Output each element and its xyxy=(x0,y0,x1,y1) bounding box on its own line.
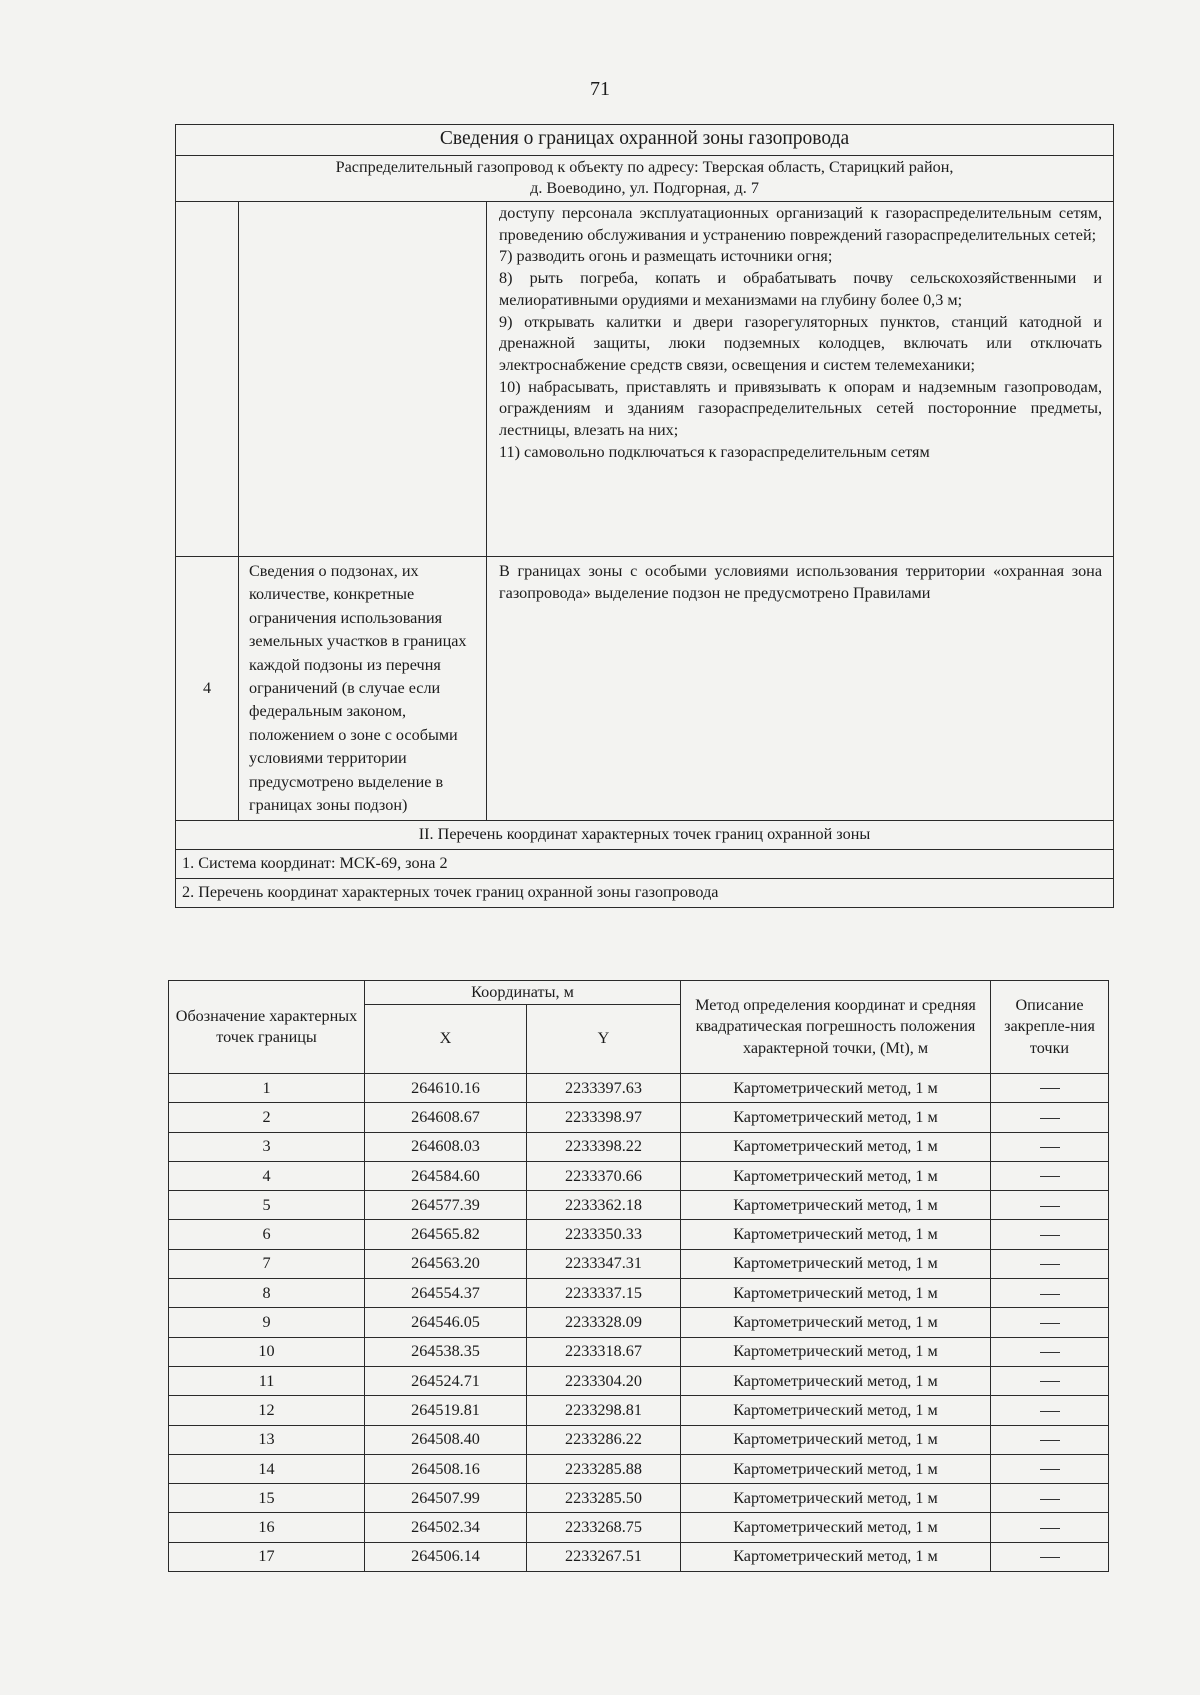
row-number: 4 xyxy=(176,557,239,821)
method-cell: Картометрический метод, 1 м xyxy=(681,1161,991,1190)
empty-number-cell xyxy=(176,202,239,557)
empty-name-cell xyxy=(239,202,487,557)
object-address-line-1: Распределительный газопровод к объекту по адресу: Тверская область, Старицкий район, xyxy=(335,158,954,176)
point-number-cell: 5 xyxy=(169,1191,365,1220)
description-cell xyxy=(991,1513,1109,1542)
point-number-cell: 7 xyxy=(169,1249,365,1278)
method-cell: Картометрический метод, 1 м xyxy=(681,1513,991,1542)
point-number-cell: 15 xyxy=(169,1484,365,1513)
y-coordinate-cell: 2233304.20 xyxy=(527,1366,681,1395)
description-cell xyxy=(991,1191,1109,1220)
x-coordinate-cell: 264608.67 xyxy=(365,1103,527,1132)
description-cell xyxy=(991,1337,1109,1366)
method-cell: Картометрический метод, 1 м xyxy=(681,1279,991,1308)
dash-mark xyxy=(1040,1557,1060,1558)
table-row xyxy=(169,1074,1109,1103)
x-coordinate-cell: 264565.82 xyxy=(365,1220,527,1249)
coordinates-table xyxy=(168,980,1109,1572)
table-row xyxy=(169,1220,1109,1249)
y-coordinate-cell: 2233337.15 xyxy=(527,1279,681,1308)
dash-mark xyxy=(1040,1147,1060,1148)
x-coordinate-cell: 264538.35 xyxy=(365,1337,527,1366)
dash-mark xyxy=(1040,1440,1060,1441)
y-coordinate-cell: 2233285.88 xyxy=(527,1454,681,1483)
method-cell: Картометрический метод, 1 м xyxy=(681,1132,991,1161)
x-coordinate-cell: 264502.34 xyxy=(365,1513,527,1542)
description-cell xyxy=(991,1425,1109,1454)
description-cell xyxy=(991,1308,1109,1337)
table-title: Сведения о границах охранной зоны газопровода xyxy=(176,125,1114,156)
dash-mark xyxy=(1040,1381,1060,1382)
method-cell: Картометрический метод, 1 м xyxy=(681,1220,991,1249)
point-number-cell: 16 xyxy=(169,1513,365,1542)
point-number-cell: 8 xyxy=(169,1279,365,1308)
dash-mark xyxy=(1040,1118,1060,1119)
row-name: Сведения о подзонах, их количестве, конкретные ограничения использования земельных участков в границах каждой подзоны из перечня ограничений (в случае если федеральным законом, положением о зоне с особыми условиями территории предусмотрено выделение в границах зоны подзон) xyxy=(239,557,487,821)
point-number-cell: 17 xyxy=(169,1542,365,1571)
method-cell: Картометрический метод, 1 м xyxy=(681,1191,991,1220)
method-cell: Картометрический метод, 1 м xyxy=(681,1103,991,1132)
method-cell: Картометрический метод, 1 м xyxy=(681,1396,991,1425)
y-coordinate-cell: 2233268.75 xyxy=(527,1513,681,1542)
zone-info-table xyxy=(175,124,1114,908)
y-coordinate-cell: 2233397.63 xyxy=(527,1074,681,1103)
coordinate-system: 1. Система координат: МСК-69, зона 2 xyxy=(176,850,1114,879)
point-number-cell: 9 xyxy=(169,1308,365,1337)
header-x: X xyxy=(365,1005,527,1074)
table-row xyxy=(169,1425,1109,1454)
method-cell: Картометрический метод, 1 м xyxy=(681,1484,991,1513)
y-coordinate-cell: 2233318.67 xyxy=(527,1337,681,1366)
restriction-item: 11) самовольно подключаться к газораспределительным сетям xyxy=(499,442,930,461)
x-coordinate-cell: 264554.37 xyxy=(365,1279,527,1308)
point-number-cell: 12 xyxy=(169,1396,365,1425)
description-cell xyxy=(991,1074,1109,1103)
table-row xyxy=(169,1279,1109,1308)
header-designation: Обозначение характерных точек границы xyxy=(169,981,365,1074)
table-row xyxy=(169,1132,1109,1161)
method-cell: Картометрический метод, 1 м xyxy=(681,1425,991,1454)
point-number-cell: 10 xyxy=(169,1337,365,1366)
description-cell xyxy=(991,1220,1109,1249)
table-row xyxy=(169,1513,1109,1542)
x-coordinate-cell: 264508.16 xyxy=(365,1454,527,1483)
object-address xyxy=(176,156,1114,202)
dash-mark xyxy=(1040,1323,1060,1324)
x-coordinate-cell: 264608.03 xyxy=(365,1132,527,1161)
description-cell xyxy=(991,1161,1109,1190)
table-row xyxy=(169,1103,1109,1132)
dash-mark xyxy=(1040,1088,1060,1089)
x-coordinate-cell: 264506.14 xyxy=(365,1542,527,1571)
dash-mark xyxy=(1040,1294,1060,1295)
dash-mark xyxy=(1040,1235,1060,1236)
object-address-line-2: д. Воеводино, ул. Подгорная, д. 7 xyxy=(530,179,759,197)
restriction-item: доступу персонала эксплуатационных организаций к газораспределительным сетям, проведению обслуживания и устранению повреждений газораспределительных сетей; xyxy=(499,204,1103,244)
method-cell: Картометрический метод, 1 м xyxy=(681,1366,991,1395)
y-coordinate-cell: 2233328.09 xyxy=(527,1308,681,1337)
method-cell: Картометрический метод, 1 м xyxy=(681,1074,991,1103)
method-cell: Картометрический метод, 1 м xyxy=(681,1337,991,1366)
point-number-cell: 14 xyxy=(169,1454,365,1483)
y-coordinate-cell: 2233350.33 xyxy=(527,1220,681,1249)
point-number-cell: 3 xyxy=(169,1132,365,1161)
restriction-item: 8) рыть погреба, копать и обрабатывать почву сельскохозяйственными и мелиоративными орудиями и механизмами на глубину более 0,3 м; xyxy=(499,269,1103,309)
y-coordinate-cell: 2233347.31 xyxy=(527,1249,681,1278)
description-cell xyxy=(991,1103,1109,1132)
header-y: Y xyxy=(527,1005,681,1074)
x-coordinate-cell: 264546.05 xyxy=(365,1308,527,1337)
x-coordinate-cell: 264524.71 xyxy=(365,1366,527,1395)
header-coordinates: Координаты, м xyxy=(365,981,681,1005)
x-coordinate-cell: 264610.16 xyxy=(365,1074,527,1103)
method-cell: Картометрический метод, 1 м xyxy=(681,1542,991,1571)
y-coordinate-cell: 2233298.81 xyxy=(527,1396,681,1425)
restriction-item: 7) разводить огонь и размещать источники огня; xyxy=(499,247,833,266)
dash-mark xyxy=(1040,1352,1060,1353)
points-list-title: 2. Перечень координат характерных точек границ охранной зоны газопровода xyxy=(176,879,1114,908)
description-cell xyxy=(991,1542,1109,1571)
description-cell xyxy=(991,1484,1109,1513)
table-row xyxy=(169,1191,1109,1220)
y-coordinate-cell: 2233286.22 xyxy=(527,1425,681,1454)
table-row xyxy=(169,1484,1109,1513)
dash-mark xyxy=(1040,1528,1060,1529)
description-cell xyxy=(991,1132,1109,1161)
x-coordinate-cell: 264563.20 xyxy=(365,1249,527,1278)
table-row xyxy=(169,1366,1109,1395)
method-cell: Картометрический метод, 1 м xyxy=(681,1249,991,1278)
description-cell xyxy=(991,1366,1109,1395)
y-coordinate-cell: 2233398.22 xyxy=(527,1132,681,1161)
dash-mark xyxy=(1040,1499,1060,1500)
point-number-cell: 4 xyxy=(169,1161,365,1190)
method-cell: Картометрический метод, 1 м xyxy=(681,1308,991,1337)
x-coordinate-cell: 264577.39 xyxy=(365,1191,527,1220)
point-number-cell: 13 xyxy=(169,1425,365,1454)
point-number-cell: 11 xyxy=(169,1366,365,1395)
restrictions-continued xyxy=(487,202,1114,557)
description-cell xyxy=(991,1396,1109,1425)
x-coordinate-cell: 264584.60 xyxy=(365,1161,527,1190)
table-row xyxy=(169,1542,1109,1571)
dash-mark xyxy=(1040,1264,1060,1265)
point-number-cell: 2 xyxy=(169,1103,365,1132)
y-coordinate-cell: 2233370.66 xyxy=(527,1161,681,1190)
table-row xyxy=(169,1337,1109,1366)
page-number: 71 xyxy=(590,78,610,100)
x-coordinate-cell: 264507.99 xyxy=(365,1484,527,1513)
table-row xyxy=(169,1161,1109,1190)
description-cell xyxy=(991,1454,1109,1483)
description-cell xyxy=(991,1279,1109,1308)
dash-mark xyxy=(1040,1469,1060,1470)
dash-mark xyxy=(1040,1176,1060,1177)
method-cell: Картометрический метод, 1 м xyxy=(681,1454,991,1483)
header-method: Метод определения координат и средняя квадратическая погрешность положения характерной точки, (Mt), м xyxy=(681,981,991,1074)
header-description: Описание закрепле-ния точки xyxy=(991,981,1109,1074)
dash-mark xyxy=(1040,1206,1060,1207)
table-row xyxy=(169,1249,1109,1278)
table-row xyxy=(169,1308,1109,1337)
x-coordinate-cell: 264508.40 xyxy=(365,1425,527,1454)
description-cell xyxy=(991,1249,1109,1278)
x-coordinate-cell: 264519.81 xyxy=(365,1396,527,1425)
y-coordinate-cell: 2233398.97 xyxy=(527,1103,681,1132)
y-coordinate-cell: 2233285.50 xyxy=(527,1484,681,1513)
restriction-item: 9) открывать калитки и двери газорегуляторных пунктов, станций катодной и дренажной защиты, люки подземных колодцев, включать или отключать электроснабжение средств связи, освещения и систем телемеханики; xyxy=(499,312,1103,374)
table-row xyxy=(169,1454,1109,1483)
restriction-item: 10) набрасывать, приставлять и привязывать к опорам и надземным газопроводам, ограждениям и зданиям газораспределительных сетей посторонние предметы, лестницы, влезать на них; xyxy=(499,377,1103,440)
y-coordinate-cell: 2233362.18 xyxy=(527,1191,681,1220)
row-value: В границах зоны с особыми условиями использования территории «охранная зона газопровода» выделение подзон не предусмотрено Правилами xyxy=(487,557,1114,821)
dash-mark xyxy=(1040,1411,1060,1412)
y-coordinate-cell: 2233267.51 xyxy=(527,1542,681,1571)
table-row xyxy=(169,1396,1109,1425)
section-title: II. Перечень координат характерных точек границ охранной зоны xyxy=(176,821,1114,850)
point-number-cell: 1 xyxy=(169,1074,365,1103)
point-number-cell: 6 xyxy=(169,1220,365,1249)
